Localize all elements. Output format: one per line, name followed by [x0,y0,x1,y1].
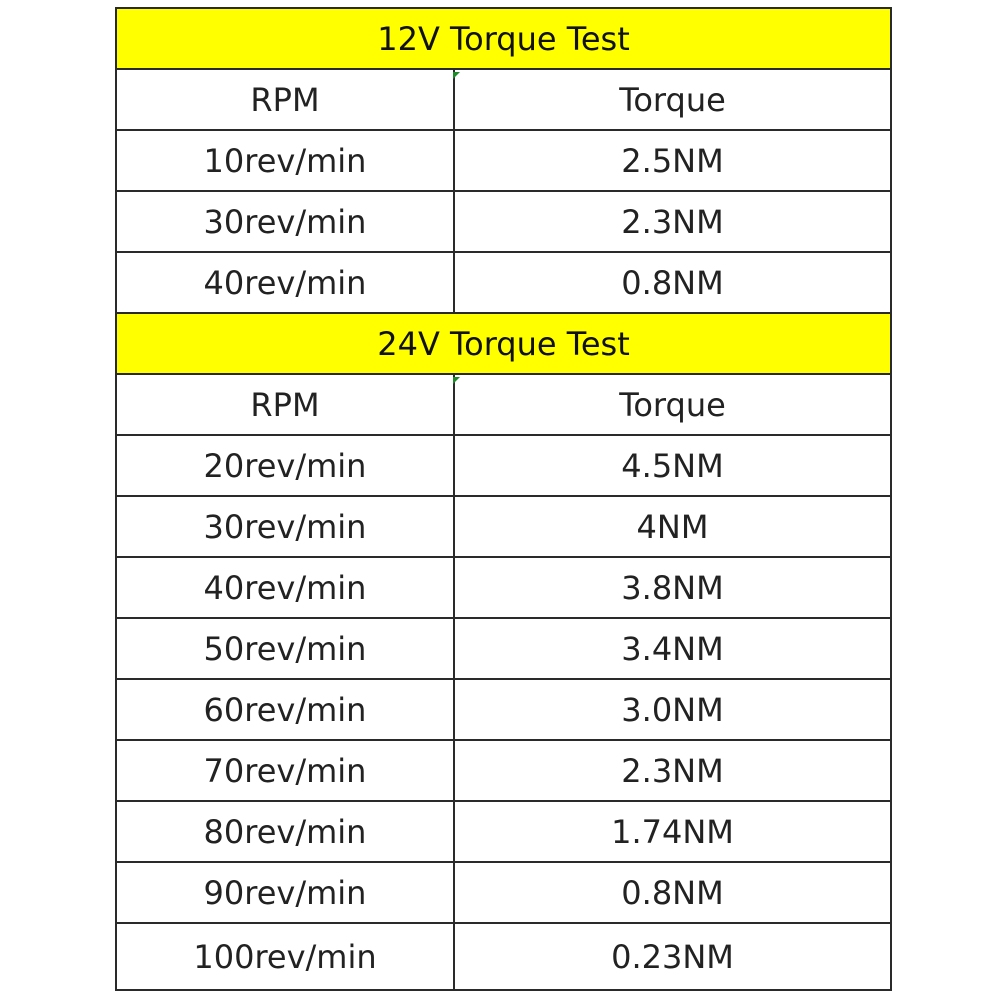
rpm-cell: 80rev/min [117,802,455,861]
table-row [117,558,890,619]
rpm-cell: 40rev/min [117,558,455,617]
header-row [117,70,890,131]
rpm-cell: 90rev/min [117,863,455,922]
table-row [117,680,890,741]
torque-cell: 0.8NM [621,873,724,912]
table-row [117,192,890,253]
torque-cell: 3.0NM [621,690,724,729]
rpm-cell: 50rev/min [117,619,455,678]
torque-cell: 4NM [636,507,709,546]
torque-cell: 2.3NM [621,751,724,790]
rpm-cell: 70rev/min [117,741,455,800]
table-title: 24V Torque Test [377,324,630,363]
header-row [117,375,890,436]
rpm-cell: 20rev/min [117,436,455,495]
torque-cell: 3.8NM [621,568,724,607]
table-title: 12V Torque Test [377,19,630,58]
torque-cell: 3.4NM [621,629,724,668]
table-row [117,131,890,192]
table-row [117,802,890,863]
column-header-torque: Torque [619,80,726,119]
table-title-24v [117,314,890,375]
table-row [117,619,890,680]
torque-cell: 4.5NM [621,446,724,485]
column-header-rpm: RPM [117,375,455,434]
rpm-cell: 10rev/min [117,131,455,190]
torque-cell: 0.8NM [621,263,724,302]
table-row [117,497,890,558]
rpm-cell: 40rev/min [117,253,455,312]
table-row [117,863,890,924]
table-row [117,924,890,989]
torque-cell: 1.74NM [611,812,734,851]
rpm-cell: 100rev/min [117,924,455,989]
torque-cell: 2.5NM [621,141,724,180]
torque-tables [115,7,892,991]
column-header-torque: Torque [619,385,726,424]
rpm-cell: 30rev/min [117,192,455,251]
cell-comment-marker [453,72,460,79]
torque-cell: 0.23NM [611,937,734,976]
rpm-cell: 30rev/min [117,497,455,556]
column-header-rpm: RPM [117,70,455,129]
table-row [117,253,890,314]
table-title-12v [117,9,890,70]
rpm-cell: 60rev/min [117,680,455,739]
torque-cell: 2.3NM [621,202,724,241]
cell-comment-marker [453,377,460,384]
table-row [117,436,890,497]
table-row [117,741,890,802]
